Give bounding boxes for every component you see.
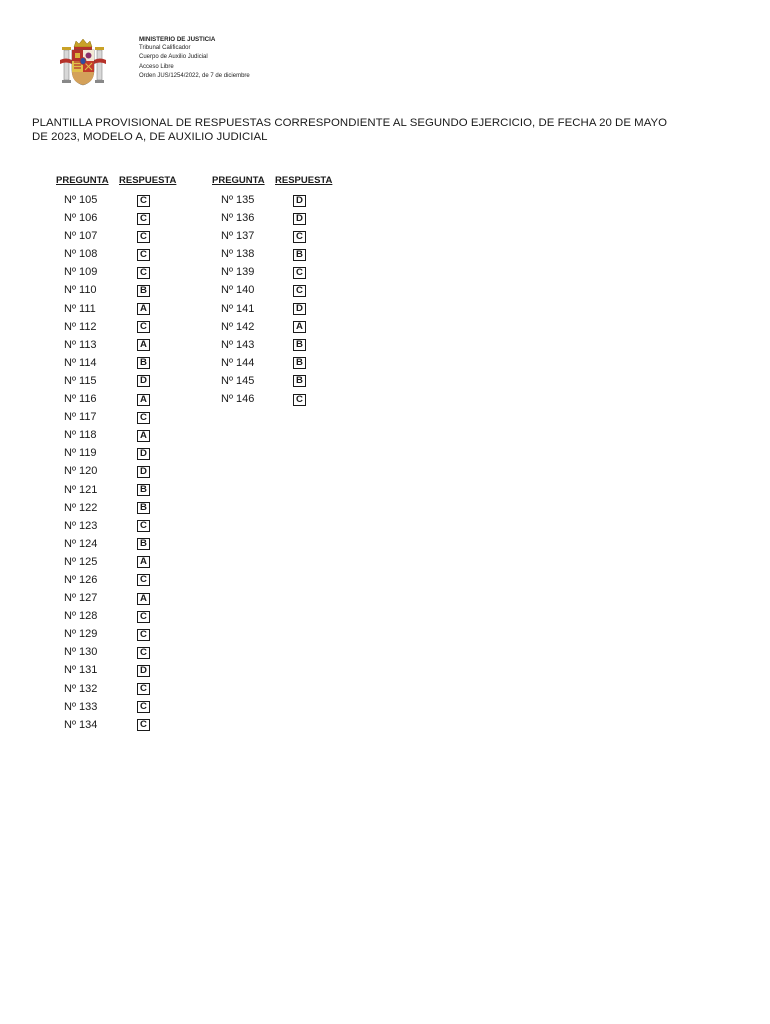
answer-letter: D (137, 466, 150, 478)
question-number: Nº 112 (64, 320, 97, 333)
question-number: Nº 122 (64, 501, 98, 514)
question-number: Nº 109 (64, 266, 98, 279)
question-number: Nº 106 (64, 212, 98, 225)
answer-letter: A (137, 303, 150, 315)
answer-letter: C (137, 701, 150, 713)
answer-letter: B (137, 538, 150, 550)
question-number: Nº 132 (64, 682, 98, 695)
answer-letter: B (137, 502, 150, 514)
answer-letter: C (293, 267, 306, 279)
question-number: Nº 127 (64, 592, 98, 605)
body-line: Cuerpo de Auxilio Judicial (139, 54, 208, 61)
question-number: Nº 134 (64, 718, 98, 731)
question-number: Nº 133 (64, 700, 98, 713)
answer-letter: A (137, 593, 150, 605)
question-number: Nº 143 (221, 338, 255, 351)
answer-letter: B (293, 357, 306, 369)
question-number: Nº 144 (221, 356, 255, 369)
question-number: Nº 126 (64, 573, 98, 586)
answer-letter: B (293, 339, 306, 351)
answer-letter: C (137, 213, 150, 225)
question-number: Nº 136 (221, 212, 255, 225)
left-pregunta-header: PREGUNTA (56, 175, 109, 186)
answer-letter: C (137, 683, 150, 695)
answer-letter: A (137, 556, 150, 568)
answer-letter: C (137, 647, 150, 659)
answer-letter: B (137, 484, 150, 496)
question-number: Nº 111 (64, 302, 96, 315)
question-number: Nº 140 (221, 284, 255, 297)
institution-header (139, 35, 250, 81)
question-number: Nº 124 (64, 537, 98, 550)
question-number: Nº 117 (64, 411, 97, 424)
question-number: Nº 123 (64, 519, 98, 532)
answer-letter: C (293, 285, 306, 297)
answer-letter: C (137, 321, 150, 333)
answer-letter: C (137, 195, 150, 207)
question-number: Nº 120 (64, 465, 98, 478)
question-number: Nº 110 (64, 284, 97, 297)
question-number: Nº 116 (64, 393, 97, 406)
question-number: Nº 107 (64, 230, 98, 243)
question-number: Nº 121 (64, 483, 98, 496)
answer-letter: A (293, 321, 306, 333)
question-number: Nº 145 (221, 374, 255, 387)
question-number: Nº 105 (64, 194, 98, 206)
order-line: Orden JUS/1254/2022, de 7 de diciembre (139, 72, 250, 79)
answer-letter: D (137, 665, 150, 677)
question-number: Nº 118 (64, 429, 97, 442)
answer-letter: C (137, 267, 150, 279)
answer-letter: C (137, 520, 150, 532)
question-number: Nº 142 (221, 320, 255, 333)
question-number: Nº 113 (64, 338, 97, 351)
question-number: Nº 125 (64, 555, 98, 568)
answer-letter: B (293, 375, 306, 387)
question-number: Nº 128 (64, 610, 98, 623)
question-number: Nº 146 (221, 393, 255, 406)
question-number: Nº 141 (221, 302, 255, 315)
answer-letter: C (137, 629, 150, 641)
question-number: Nº 139 (221, 266, 255, 279)
question-number: Nº 130 (64, 646, 98, 659)
spanish-coat-of-arms-icon (60, 38, 106, 86)
answer-letter: C (293, 394, 306, 406)
answer-letter: B (137, 285, 150, 297)
question-number: Nº 129 (64, 628, 98, 641)
answer-letter: D (137, 375, 150, 387)
question-number: Nº 131 (64, 664, 98, 677)
answer-letter: D (293, 195, 306, 207)
right-pregunta-header: PREGUNTA (212, 175, 265, 186)
answer-letter: C (137, 231, 150, 243)
page-title: PLANTILLA PROVISIONAL DE RESPUESTAS CORRESPONDIENTE AL SEGUNDO EJERCICIO, DE FECHA 20 DE MAYO DE 2023, MODELO A, DE AUXILIO JUDICIAL (32, 117, 668, 143)
question-number: Nº 115 (64, 374, 97, 387)
ministry-name: MINISTERIO DE JUSTICIA (139, 36, 216, 43)
answer-letter: C (137, 249, 150, 261)
question-number: Nº 119 (64, 447, 97, 460)
access-line: Acceso Libre (139, 63, 174, 70)
answer-letter: D (293, 213, 306, 225)
answer-letter: D (137, 448, 150, 460)
answer-letter: C (137, 412, 150, 424)
answer-letter: C (137, 574, 150, 586)
left-respuesta-header: RESPUESTA (119, 175, 177, 186)
answer-letter: D (293, 303, 306, 315)
question-number: Nº 137 (221, 230, 255, 243)
question-number: Nº 138 (221, 248, 255, 261)
answer-letter: C (293, 231, 306, 243)
question-number: Nº 108 (64, 248, 98, 261)
answer-letter: B (137, 357, 150, 369)
answer-letter: C (137, 611, 150, 623)
question-number: Nº 135 (221, 194, 255, 206)
tribunal-line: Tribunal Calificador (139, 45, 191, 52)
question-number: Nº 114 (64, 356, 97, 369)
answer-letter: A (137, 430, 150, 442)
answer-letter: A (137, 339, 150, 351)
right-respuesta-header: RESPUESTA (275, 175, 333, 186)
answer-letter: A (137, 394, 150, 406)
answer-letter: C (137, 719, 150, 731)
answer-letter: B (293, 249, 306, 261)
